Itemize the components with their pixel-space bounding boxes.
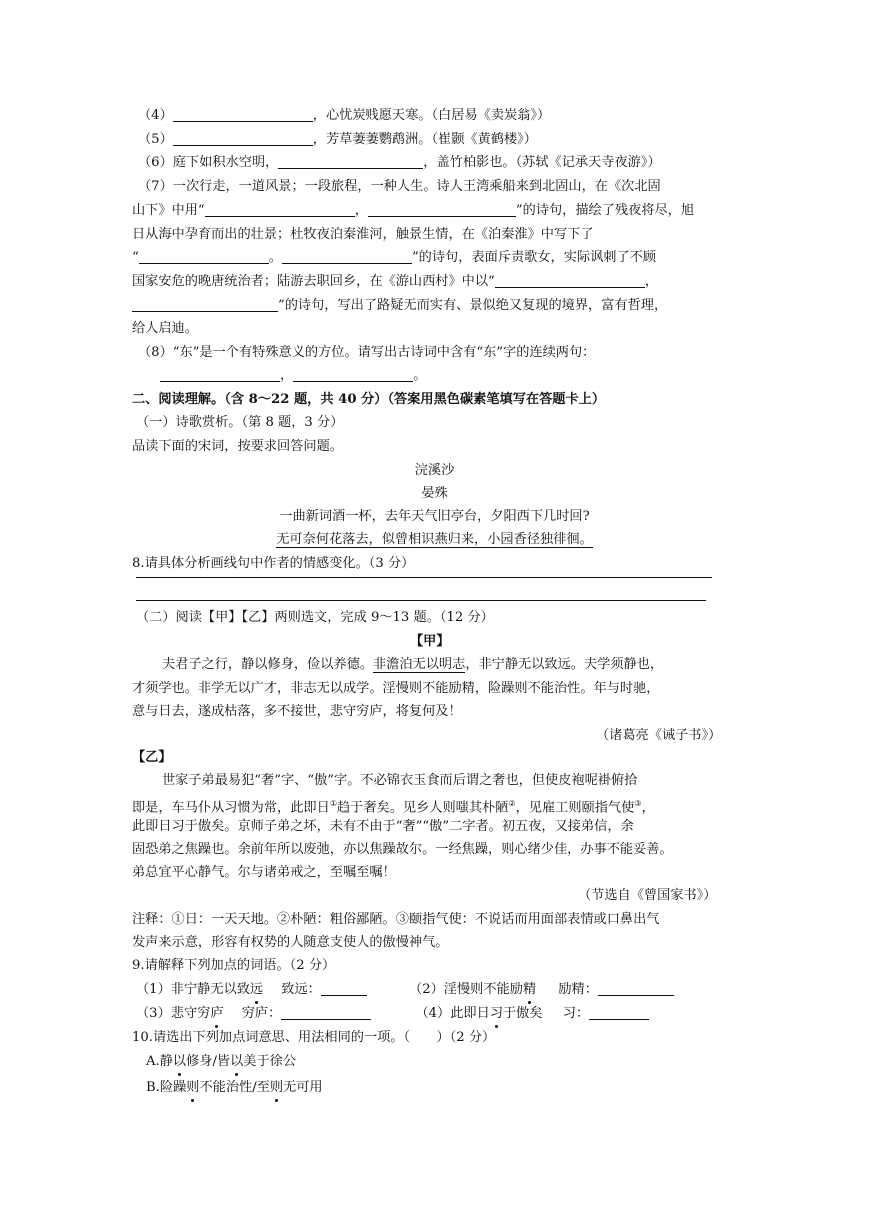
q9-blank-2[interactable] (598, 981, 674, 996)
q9-item-4: （4）此即日 (415, 1006, 490, 1021)
passage-yi-label: 【乙】 (132, 750, 172, 765)
q4-number: （4） (138, 108, 173, 123)
poem-intro: 品读下面的宋词，按要求回答问题。 (132, 439, 343, 454)
q9-item-4-rest: 于傲矣 (503, 1006, 543, 1021)
poem-line-1: 一曲新词酒一杯，去年天气旧亭台，夕阳西下几时回? (279, 509, 590, 524)
option-b-text: B.险躁 (146, 1080, 187, 1095)
q8-fill-blank-2[interactable] (293, 367, 413, 382)
q7-line-4 (132, 248, 656, 268)
yi-para-line-4: 固恐弟之焦躁也。余前年所以废弛，亦以焦躁故尔。一经焦躁，则心绪少佳，办事不能妥善。 (132, 842, 673, 857)
yi-para-line-1: 世家子弟最易犯“奢”字、“傲”字。不必锦衣玉食而后谓之奢也，但使皮袍呢褂俯拾 (162, 773, 638, 788)
option-b-text: 无可用 (283, 1080, 323, 1095)
q10-option-b[interactable] (146, 1078, 323, 1098)
question-9: 9.请解释下列加点的词语。（2 分） (132, 958, 336, 973)
q9-item-2: （2）淫慢则不能励 (409, 982, 523, 997)
q9-label-2: 励精： (558, 982, 598, 997)
q8-fill-line-2 (160, 366, 426, 386)
q7-line-2 (132, 201, 694, 221)
q7-blank-1[interactable] (205, 202, 355, 217)
q6-text-pre: （6）庭下如积水空明， (138, 155, 279, 170)
q9-row-2 (136, 1004, 649, 1024)
q4-blank[interactable] (173, 107, 313, 122)
q7-blank-3[interactable] (139, 249, 269, 264)
q10-option-a[interactable] (146, 1052, 296, 1072)
dotted-char: 以 (173, 1052, 186, 1072)
q9-blank-3[interactable] (281, 1005, 371, 1020)
option-a-text: 美于徐公 (243, 1054, 297, 1069)
yi-para-line-5: 弟总宜平心静气。尔与诸弟戒之，至嘱至嘱！ (132, 865, 396, 880)
yi-text: ， (641, 800, 655, 816)
q6-text-post: ，盖竹柏影也。（苏轼《记承天寺夜游》） (423, 155, 661, 170)
jia-para-line-1 (162, 655, 663, 675)
q5-blank[interactable] (173, 131, 313, 146)
q8-fill-line-1: （8）“东”是一个有特殊意义的方位。请写出古诗词中含有“东”字的连续两句： (138, 345, 596, 360)
dotted-char: 则 (270, 1078, 283, 1098)
note-marker-2: ② (508, 799, 516, 808)
jia-underlined-text: 非澹泊无以明志 (373, 657, 466, 672)
q7-line-5 (132, 272, 658, 292)
answer-line-1[interactable] (136, 577, 712, 578)
q7-text: ， (644, 274, 658, 289)
section-2-title: 二、阅读理解。（含 8～22 题，共 40 分）（答案用黑色碳素笔填写在答题卡上） (132, 392, 606, 407)
q6-blank[interactable] (278, 154, 423, 169)
passage-jia-label: 【甲】 (410, 634, 450, 649)
yi-para-line-2 (132, 794, 655, 818)
q8-fill-sep: ， (280, 368, 294, 383)
jia-para-line-2: 才须学也。非学无以广才，非志无以成学。淫慢则不能励精，险躁则不能治性。年与时驰， (132, 681, 660, 696)
q8-fill-blank-1[interactable] (160, 367, 280, 382)
poem-author: 晏殊 (421, 486, 448, 501)
note-marker-3: ③ (634, 799, 642, 808)
q7-line-6 (132, 296, 667, 316)
notes-line-1: 注释：①日：一天天地。②朴陋：粗俗鄙陋。③颐指气使：不说话而用面部表情或口鼻出气 (132, 912, 660, 927)
poem-line-2-underlined: 无可奈何花落去，似曾相识燕归来，小园香径独徘徊。 (276, 532, 593, 547)
jia-source: （诸葛亮《诫子书》） (596, 728, 722, 743)
note-marker-1: ① (329, 799, 337, 808)
q7-line-7: 给人启迪。 (132, 321, 198, 336)
q7-line-3: 日从海中孕育而出的壮景；杜牧夜泊秦淮河，触景生情，在《泊秦淮》中写下了 (132, 227, 594, 242)
dotted-char: 远 (250, 980, 263, 1000)
q7-blank-6[interactable] (132, 297, 278, 312)
q9-blank-4[interactable] (589, 1005, 649, 1020)
q9-item-1: （1）非宁静无以致 (136, 982, 250, 997)
q7-text: “ (132, 250, 139, 265)
dotted-char: 庐 (210, 1004, 223, 1024)
yi-text: ，见雇工则颐指气使 (515, 800, 635, 816)
yi-source: （节选自《曾国家书》） (578, 888, 717, 903)
q7-text: ， (354, 203, 368, 218)
q5-line (138, 130, 537, 150)
poem-line-2-wrap (0, 530, 869, 550)
q9-item-3: （3）悲守穷 (136, 1006, 211, 1021)
dotted-char: 则 (186, 1078, 199, 1098)
q7-text: 国家安危的晚唐统治者；陆游去职回乡，在《游山西村》中以“ (132, 274, 495, 289)
q9-row-1 (136, 980, 674, 1000)
q7-text: ”的诗句，写出了路疑无而实有、景似绝又复现的境界，富有哲理， (278, 298, 668, 313)
answer-line-2[interactable] (136, 600, 706, 601)
q6-line (138, 153, 661, 173)
q9-blank-1[interactable] (321, 981, 367, 996)
jia-text: 夫君子之行，静以修身，俭以养德。 (162, 657, 373, 672)
q7-text: ”的诗句，描绘了残夜将尽，旭 (515, 203, 695, 218)
q7-blank-5[interactable] (495, 273, 645, 288)
q8-fill-end: 。 (413, 368, 427, 383)
jia-text: ，非宁静无以致远。夫学须静也， (465, 657, 664, 672)
question-10: 10.请选出下列加点词意思、用法相同的一项。（ ）（2 分） (132, 1030, 496, 1045)
q4-line (138, 106, 550, 126)
q7-blank-4[interactable] (282, 249, 412, 264)
q4-text: ，心忧炭贱愿天寒。（白居易《卖炭翁》） (312, 108, 551, 123)
yi-para-line-3: 此即日习于傲矣。京师子弟之坏，未有不由于“奢”“傲”二字者。初五夜，又接弟信，余 (132, 819, 634, 834)
q7-blank-2[interactable] (368, 202, 516, 217)
jia-para-line-3: 意与日去，遂成枯落，多不接世，悲守穷庐，将复何及！ (132, 704, 462, 719)
q5-text: ，芳草萋萋鹦鹉洲。（崔颢《黄鹤楼》） (312, 132, 537, 147)
yi-text: 趋于奢矣。见乡人则嗤其朴陋 (336, 800, 509, 816)
yi-text: 即是，车马仆从习惯为常，此即日 (132, 800, 330, 816)
q7-text: ”的诗句，表面斥责歌女，实际讽刺了不顾 (411, 250, 657, 265)
option-a-text: 修身/皆 (186, 1054, 231, 1069)
dotted-char: 以 (230, 1052, 243, 1072)
q9-label-4: 习： (562, 1006, 590, 1021)
subsection-1-title: （一）诗歌赏析。（第 8 题，3 分） (136, 415, 344, 430)
notes-line-2: 发声来示意，形容有权势的人随意支使人的傲慢神气。 (132, 935, 449, 950)
dotted-char: 习 (490, 1004, 503, 1024)
q7-text: 。 (268, 250, 282, 265)
q7-text: 山下》中用“ (132, 203, 205, 218)
poem-title: 浣溪沙 (414, 463, 455, 478)
q9-label-3: 穷庐： (241, 1006, 282, 1021)
option-b-text: 不能治性/至 (199, 1080, 270, 1095)
option-a-text: A.静 (146, 1054, 173, 1069)
subsection-2-title: （二）阅读【甲】【乙】两则选文，完成 9～13 题。（12 分） (136, 610, 494, 625)
q5-number: （5） (138, 132, 173, 147)
question-8: 8.请具体分析画线句中作者的情感变化。（3 分） (132, 556, 415, 571)
dotted-char: 精 (523, 980, 536, 1000)
q7-line-1: （7）一次行走，一道风景；一段旅程，一种人生。诗人王湾乘船来到北固山，在《次北固 (138, 179, 661, 194)
q9-label-1: 致远： (281, 982, 321, 997)
